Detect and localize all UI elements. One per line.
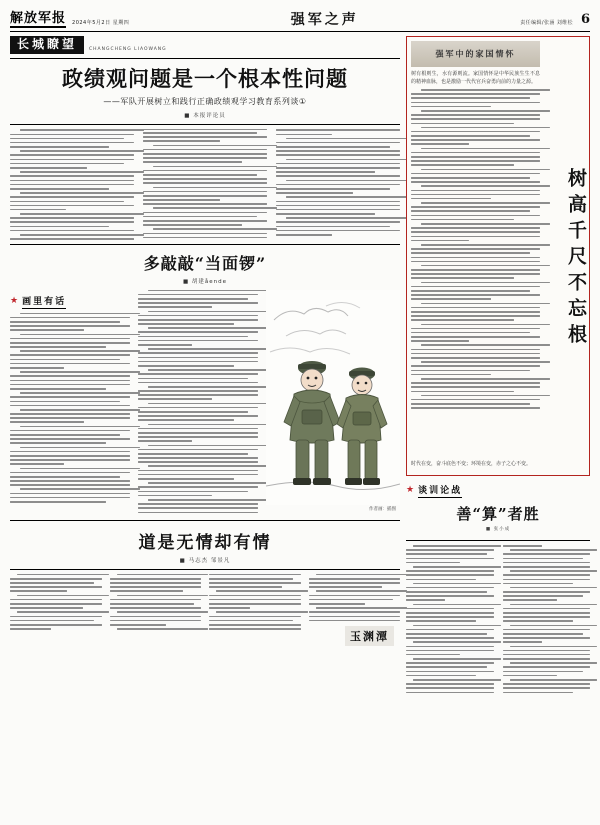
cartoon-illustration (266, 290, 400, 505)
publication-date: 2024年5月2日 星期四 (72, 20, 130, 26)
article-right-bottom-body (406, 545, 590, 822)
headline-cartoon: 多敲敲“当面锣” (143, 253, 267, 273)
article-main-body (10, 129, 400, 239)
feature-body-text (411, 89, 540, 457)
article-right-bottom (406, 480, 590, 822)
cartoon-credit: 作者画：插图 (369, 506, 396, 512)
page-body (10, 36, 590, 822)
section-flag-title: 长城瞭望 (10, 36, 84, 54)
column-badge-label: 画里有话 (22, 294, 66, 309)
paper-logo: 解放军报 (10, 11, 67, 26)
masthead-left (10, 12, 129, 28)
article-three-body (10, 574, 400, 631)
byline-main: ■ 本报评论员 (184, 113, 226, 120)
column-badge-right (406, 483, 590, 498)
page-number: 6 (580, 12, 590, 27)
divider (10, 124, 400, 125)
column-badge (10, 294, 130, 309)
divider (10, 520, 400, 521)
article-seal: 玉渊潭 (345, 626, 394, 646)
right-column (406, 36, 590, 822)
feature-logo (411, 41, 540, 67)
byline-three: ■ 马志杰 邹景凡 (179, 557, 231, 564)
byline-cartoon: ■ 胡建ående (182, 278, 228, 285)
headline-three: 道是无情却有情 (138, 532, 272, 553)
column-badge-right-label: 谈训论战 (418, 483, 462, 498)
feature-logo-text: 强军中的家国情怀 (435, 48, 516, 59)
feature-content (411, 41, 540, 471)
section-flag (10, 36, 400, 54)
star-icon: ★ (10, 295, 19, 306)
divider (10, 244, 400, 245)
byline-right-bottom: ■ 张小成 (485, 527, 511, 532)
divider (10, 569, 400, 570)
masthead-right (520, 13, 590, 28)
cartoon-body-mid (138, 290, 258, 514)
masthead (10, 6, 590, 32)
cartoon-illustration-wrap (266, 290, 400, 516)
headline-main: 政绩观问题是一个根本性问题 (62, 66, 348, 92)
article-three (10, 528, 400, 649)
soldier-right (337, 367, 387, 485)
feature-footer-note: 时代在变，奋斗底色不变；环境在变，赤子之心不变。 (411, 461, 532, 467)
feature-lead: 树有根则生，水有源则流。家国情怀是中华民族生生不息的精神血脉，也是激励一代代官兵奋勇向前的力量之源。 (411, 71, 540, 85)
soldiers-illustration-svg (266, 290, 400, 505)
cartoon-layout (10, 290, 400, 516)
editor-credit: 责任编辑/张涵 刘维松 (520, 20, 573, 26)
divider (10, 58, 400, 59)
star-icon: ★ (406, 485, 415, 495)
headline-right-bottom: 善“算”者胜 (456, 505, 540, 523)
section-flag-pinyin: CHANGCHENG LIAOWANG (89, 47, 167, 53)
page-title: 强军之声 (290, 12, 359, 28)
article-main (10, 67, 400, 239)
divider (406, 540, 590, 541)
feature-panel (406, 36, 590, 476)
feature-vertical-title: 树高千尺不忘根 (565, 168, 587, 350)
left-column (10, 36, 400, 822)
subheadline-main: ——军队开展树立和践行正确政绩观学习教育系列谈① (103, 97, 307, 107)
soldier-left (284, 361, 340, 485)
cartoon-body-left (10, 313, 130, 503)
article-cartoon (10, 251, 400, 516)
cartoon-text-mid (138, 290, 258, 516)
cartoon-text-left (10, 290, 130, 516)
